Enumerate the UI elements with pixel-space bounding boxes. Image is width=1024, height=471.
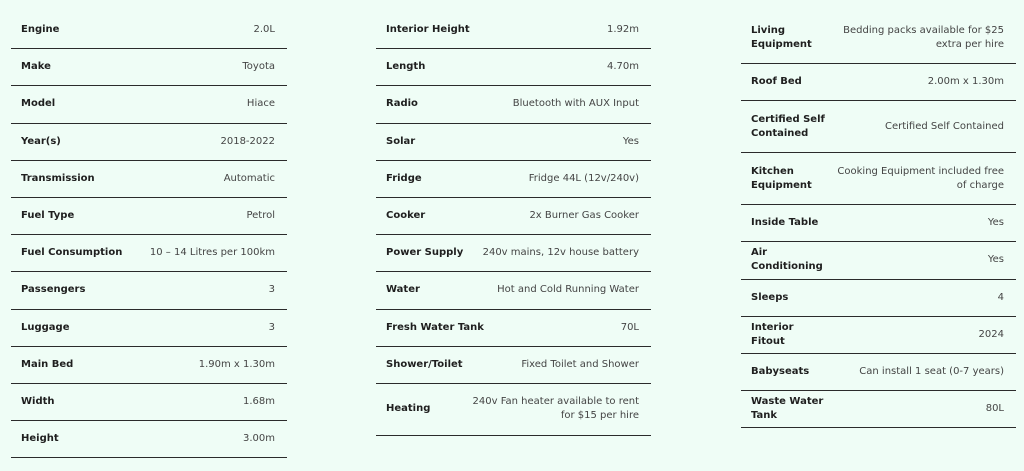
- spec-value: 2018-2022: [220, 135, 275, 147]
- spec-row-make: [11, 49, 287, 86]
- spec-row-height: [11, 421, 287, 458]
- spec-row-interior-fitout: [741, 317, 1016, 354]
- spec-value: 3: [268, 321, 275, 333]
- spec-label: Fridge: [386, 172, 422, 184]
- spec-label: Fresh Water Tank: [386, 321, 484, 333]
- spec-value: 240v Fan heater available to rent for $15 per hire: [472, 396, 639, 422]
- spec-value: 2.0L: [253, 24, 275, 36]
- spec-column-2: [376, 12, 651, 436]
- spec-value: Fridge 44L (12v/240v): [528, 172, 639, 184]
- spec-row-water: [376, 272, 651, 309]
- spec-label: Fuel Type: [21, 210, 75, 222]
- spec-value: 4.70m: [606, 61, 639, 73]
- spec-row-fuel-type: [11, 198, 287, 235]
- spec-label: Inside Table: [751, 217, 819, 229]
- spec-column-3: [741, 12, 1016, 428]
- spec-label: Cooker: [386, 210, 426, 222]
- spec-row-passengers: [11, 272, 287, 309]
- spec-value: 1.92m: [606, 24, 639, 36]
- spec-row-radio: [376, 86, 651, 123]
- spec-value: Yes: [622, 135, 639, 147]
- spec-value: Yes: [987, 217, 1004, 229]
- spec-label: Heating: [386, 403, 431, 415]
- spec-value: Hot and Cold Running Water: [497, 284, 639, 296]
- spec-value: Petrol: [246, 210, 275, 222]
- spec-value: Automatic: [223, 172, 275, 184]
- spec-row-air-conditioning: [741, 242, 1016, 279]
- spec-row-waste-water-tank: [741, 391, 1016, 428]
- spec-label: Fuel Consumption: [21, 247, 123, 259]
- spec-label: Roof Bed: [751, 76, 802, 88]
- spec-row-kitchen-equipment: [741, 153, 1016, 205]
- spec-label: Length: [386, 61, 426, 73]
- spec-row-luggage: [11, 310, 287, 347]
- spec-value: Hiace: [246, 98, 275, 110]
- spec-row-babyseats: [741, 354, 1016, 391]
- spec-value: Bedding packs available for $25 extra per hire: [843, 24, 1004, 50]
- spec-value: 2x Burner Gas Cooker: [529, 210, 639, 222]
- spec-label: Waste Water Tank: [751, 396, 824, 422]
- spec-label: Kitchen Equipment: [751, 165, 812, 191]
- spec-label: Air Conditioning: [751, 247, 823, 273]
- spec-value: Toyota: [242, 61, 275, 73]
- spec-row-cooker: [376, 198, 651, 235]
- spec-label: Interior Fitout: [751, 321, 794, 347]
- spec-row-fresh-water-tank: [376, 310, 651, 347]
- spec-label: Shower/Toilet: [386, 358, 463, 370]
- spec-row-power-supply: [376, 235, 651, 272]
- spec-row-solar: [376, 124, 651, 161]
- spec-row-model: [11, 86, 287, 123]
- spec-label: Height: [21, 433, 59, 445]
- spec-row-main-bed: [11, 347, 287, 384]
- spec-label: Passengers: [21, 284, 86, 296]
- spec-value: 240v mains, 12v house battery: [482, 247, 639, 259]
- spec-row-fuel-consumption: [11, 235, 287, 272]
- spec-column-1: [11, 12, 287, 458]
- spec-label: Engine: [21, 24, 60, 36]
- spec-row-interior-height: [376, 12, 651, 49]
- spec-label: Power Supply: [386, 247, 464, 259]
- spec-row-transmission: [11, 161, 287, 198]
- spec-value: Fixed Toilet and Shower: [521, 358, 639, 370]
- spec-value: Can install 1 seat (0-7 years): [859, 366, 1004, 378]
- spec-value: Yes: [987, 254, 1004, 266]
- spec-row-shower-toilet: [376, 347, 651, 384]
- spec-value: Bluetooth with AUX Input: [512, 98, 639, 110]
- spec-label: Main Bed: [21, 358, 74, 370]
- spec-label: Interior Height: [386, 24, 470, 36]
- spec-label: Year(s): [21, 135, 61, 147]
- spec-label: Transmission: [21, 172, 95, 184]
- spec-value: 2024: [978, 328, 1004, 340]
- spec-value: 3.00m: [242, 433, 275, 445]
- spec-row-living-equipment: [741, 12, 1016, 64]
- spec-label: Sleeps: [751, 291, 789, 303]
- spec-label: Babyseats: [751, 366, 810, 378]
- spec-value: 70L: [620, 321, 639, 333]
- spec-row-roof-bed: [741, 64, 1016, 101]
- spec-value: 1.68m: [242, 395, 275, 407]
- spec-value: 2.00m x 1.30m: [927, 76, 1004, 88]
- spec-label: Model: [21, 98, 56, 110]
- spec-value: 4: [997, 291, 1004, 303]
- spec-row-width: [11, 384, 287, 421]
- spec-row-fridge: [376, 161, 651, 198]
- spec-value: 10 – 14 Litres per 100km: [149, 247, 275, 259]
- spec-row-certified-self-contained: [741, 101, 1016, 153]
- spec-value: 1.90m x 1.30m: [198, 358, 275, 370]
- spec-value: Certified Self Contained: [884, 120, 1004, 132]
- spec-label: Radio: [386, 98, 418, 110]
- spec-label: Width: [21, 395, 55, 407]
- spec-row-heating: [376, 384, 651, 436]
- spec-row-length: [376, 49, 651, 86]
- spec-row-inside-table: [741, 205, 1016, 242]
- spec-label: Make: [21, 61, 51, 73]
- spec-label: Water: [386, 284, 420, 296]
- spec-value: Cooking Equipment included free of charge: [837, 165, 1004, 191]
- spec-label: Solar: [386, 135, 416, 147]
- spec-label: Living Equipment: [751, 24, 812, 50]
- spec-row-years: [11, 124, 287, 161]
- spec-value: 80L: [985, 403, 1004, 415]
- spec-label: Luggage: [21, 321, 70, 333]
- spec-label: Certified Self Contained: [751, 113, 825, 139]
- spec-row-sleeps: [741, 280, 1016, 317]
- spec-row-engine: [11, 12, 287, 49]
- spec-value: 3: [268, 284, 275, 296]
